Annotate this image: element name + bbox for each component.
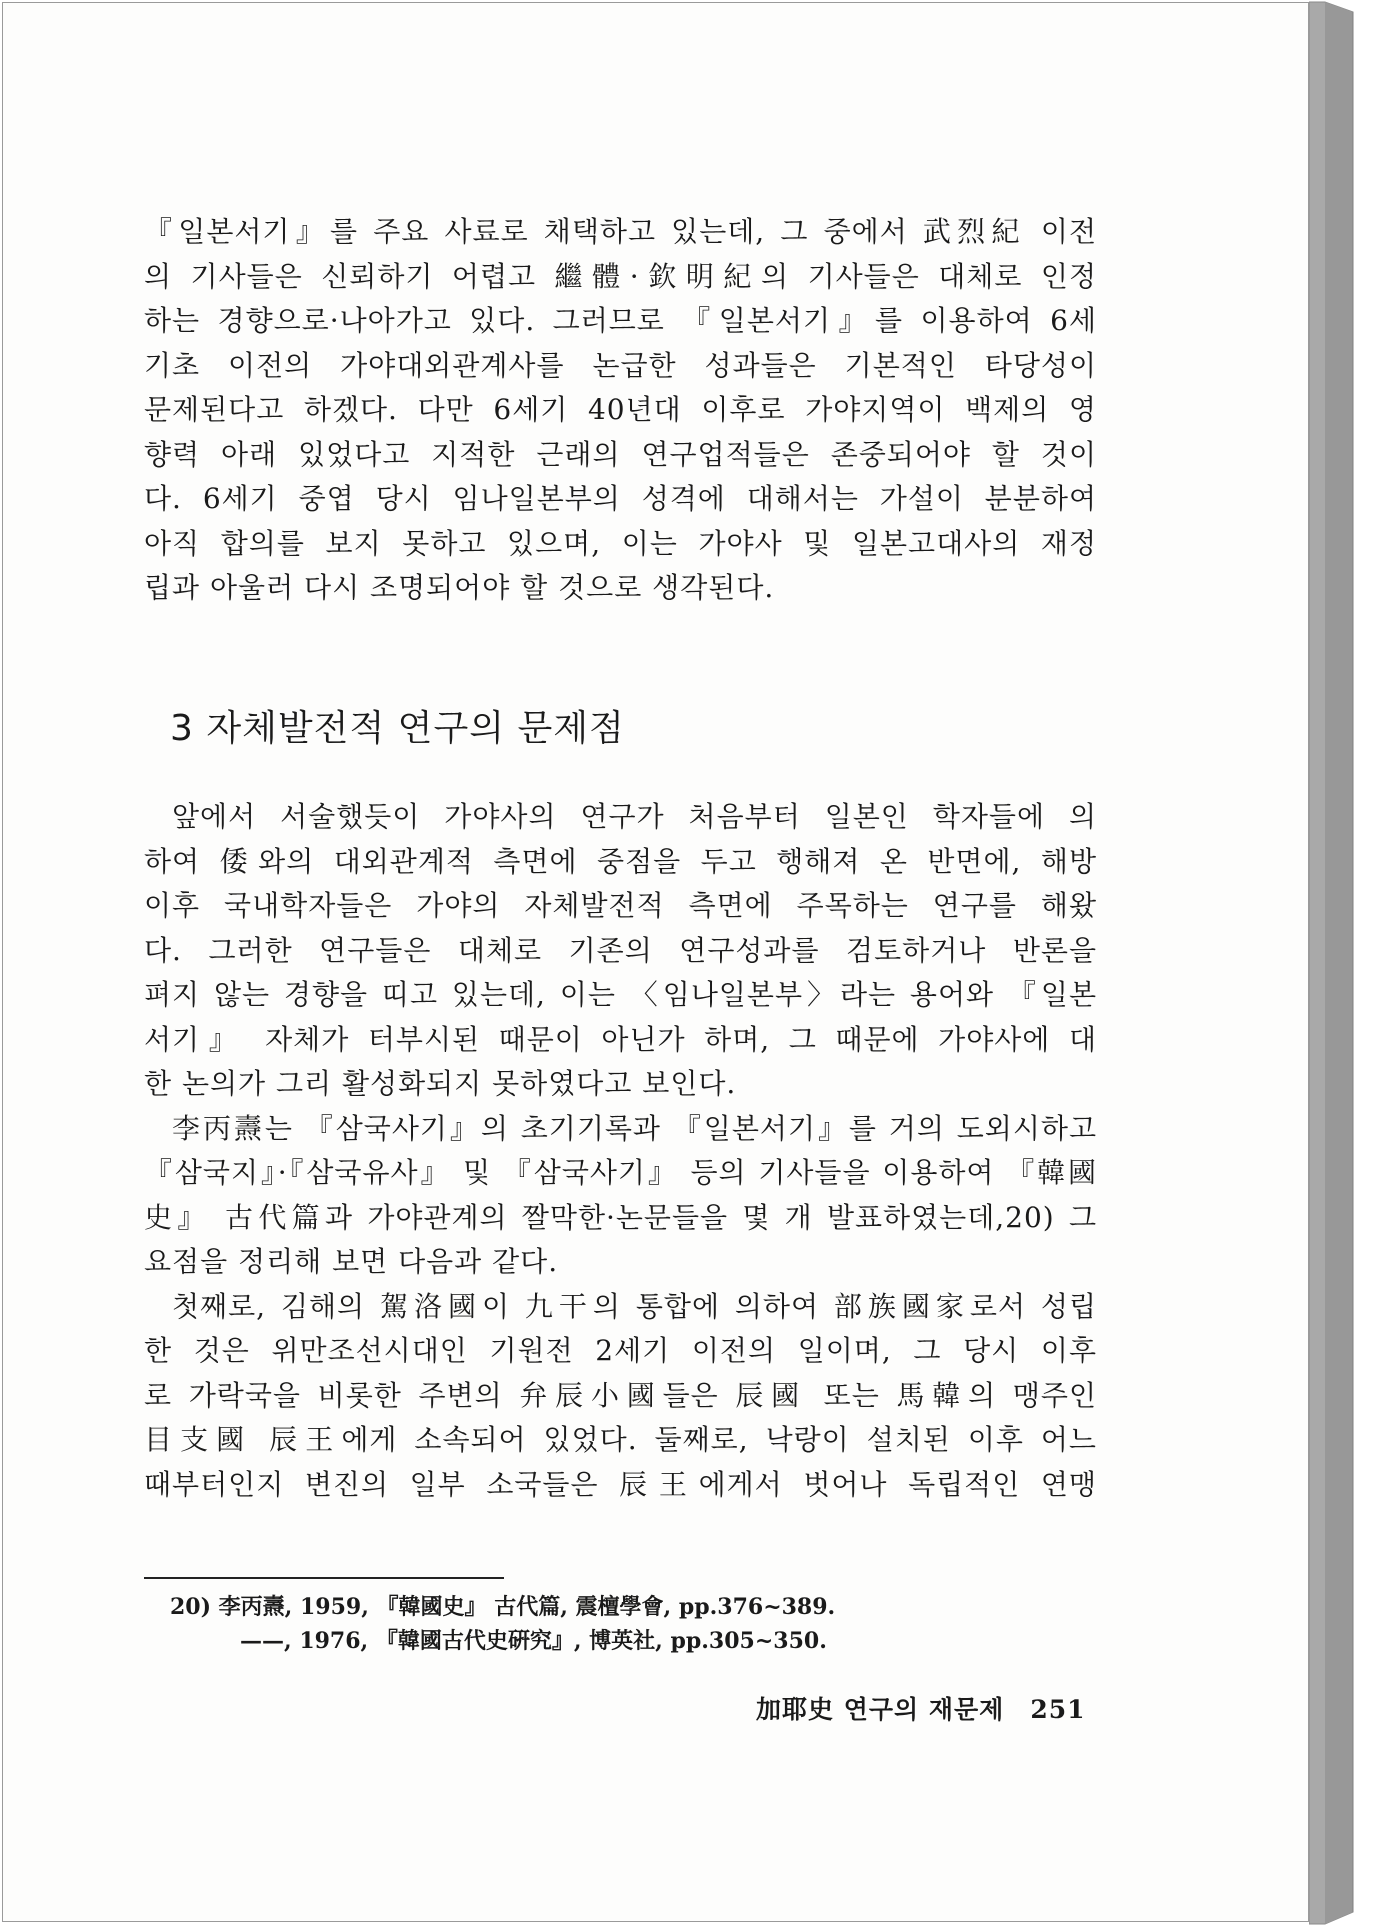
- footnote-20-continued: ——, 1976, 『韓國古代史硏究』, 博英社, pp.305~350.: [240, 1628, 827, 1654]
- text-line: 펴지 않는 경향을 띠고 있는데, 이는 〈임나일본부〉라는 용어와 『일본: [144, 978, 1097, 1011]
- running-footer-title: 加耶史 연구의 재문제: [756, 1695, 1005, 1724]
- text-line: 서기』 자체가 터부시된 때문이 아닌가 하며, 그 때문에 가야사에 대: [144, 1022, 1097, 1056]
- book-spine: [1309, 0, 1395, 1926]
- running-footer: [756, 1690, 1086, 1726]
- text-line: 한 것은 위만조선시대인 기원전 2세기 이전의 일이며, 그 당시 이후: [144, 1334, 1097, 1367]
- section-heading: 3 자체발전적 연구의 문제점: [170, 708, 625, 749]
- text-line: 하여 倭와의 대외관계적 측면에 중점을 두고 행해져 온 반면에, 해방: [144, 844, 1097, 878]
- text-line: 다. 6세기 중엽 당시 임나일본부의 성격에 대해서는 가설이 분분하여: [144, 482, 1097, 515]
- text-line: 립과 아울러 다시 조명되어야 할 것으로 생각된다.: [144, 571, 775, 604]
- footnotes: [170, 1590, 835, 1658]
- text-line: 『삼국지』·『삼국유사』 및 『삼국사기』 등의 기사들을 이용하여 『韓國: [144, 1156, 1097, 1189]
- footnote-rule: [144, 1577, 504, 1579]
- text-line: 史』 古代篇과 가야관계의 짤막한·논문들을 몇 개 발표하였는데,20) 그: [144, 1200, 1097, 1234]
- text-line: 하는 경향으로·나아가고 있다. 그러므로 『일본서기』를 이용하여 6세: [144, 304, 1097, 337]
- paragraph: [144, 795, 1097, 1507]
- text-line: 李丙燾는 『삼국사기』의 초기기록과 『일본서기』를 거의 도외시하고: [172, 1111, 1097, 1145]
- text-line: 요점을 정리해 보면 다음과 같다.: [144, 1245, 559, 1278]
- text-line: 로 가락국을 비롯한 주변의 弁辰小國들은 辰國 또는 馬韓의 맹주인: [144, 1378, 1097, 1412]
- text-line: 기초 이전의 가야대외관계사를 논급한 성과들은 기본적인 타당성이: [144, 348, 1097, 382]
- text-line: 문제된다고 하겠다. 다만 6세기 40년대 이후로 가야지역이 백제의 영: [144, 393, 1097, 426]
- page-number: 251: [1030, 1695, 1086, 1724]
- text-line: 향력 아래 있었다고 지적한 근래의 연구업적들은 존중되어야 할 것이: [144, 437, 1097, 471]
- text-line: 目支國 辰王에게 소속되어 있었다. 둘째로, 낙랑이 설치된 이후 어느: [144, 1423, 1097, 1456]
- paragraph-continued: [144, 210, 1097, 611]
- text-line: 첫째로, 김해의 駕洛國이 九干의 통합에 의하여 部族國家로서 성립: [172, 1289, 1097, 1323]
- text-line: 한 논의가 그리 활성화되지 못하였다고 보인다.: [144, 1067, 737, 1100]
- text-line: 다. 그러한 연구들은 대체로 기존의 연구성과를 검토하거나 반론을: [144, 933, 1097, 967]
- text-line: 때부터인지 변진의 일부 소국들은 辰王에게서 벗어나 독립적인 연맹: [144, 1467, 1097, 1501]
- text-line: 의 기사들은 신뢰하기 어렵고 繼體·欽明紀의 기사들은 대체로 인정: [144, 259, 1097, 293]
- text-line: 『일본서기』를 주요 사료로 채택하고 있는데, 그 중에서 武烈紀 이전: [144, 215, 1097, 248]
- text-line: 앞에서 서술했듯이 가야사의 연구가 처음부터 일본인 학자들에 의: [172, 800, 1097, 833]
- footnote-20: 20) 李丙燾, 1959, 『韓國史』 古代篇, 震檀學會, pp.376~389.: [170, 1594, 836, 1620]
- text-line: 이후 국내학자들은 가야의 자체발전적 측면에 주목하는 연구를 해왔: [144, 889, 1097, 922]
- text-line: 아직 합의를 보지 못하고 있으며, 이는 가야사 및 일본고대사의 재정: [144, 526, 1097, 560]
